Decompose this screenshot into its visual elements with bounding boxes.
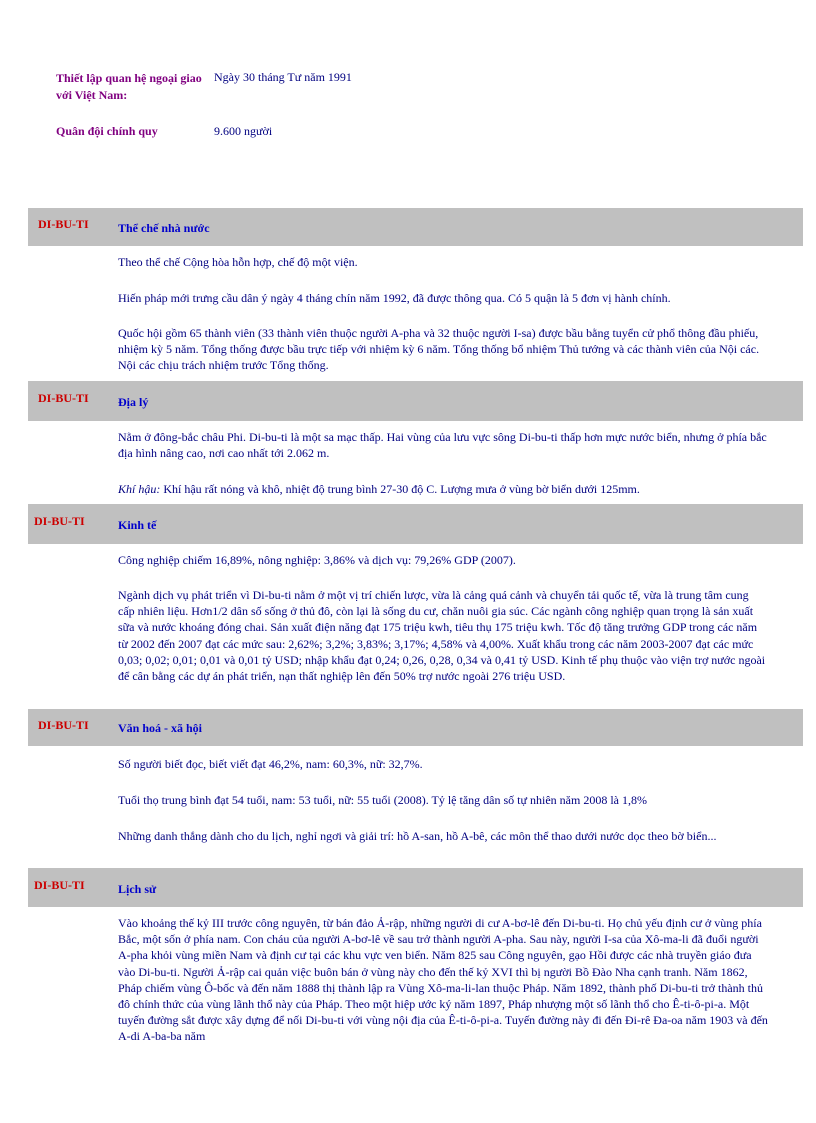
section-header-government [28,208,803,246]
paragraph: Hiến pháp mới trưng cầu dân ý ngày 4 tháng chín năm 1992, đã được thông qua. Có 5 quận là 5 đơn vị hành chính. [118,291,671,305]
section-header-geography [28,381,803,421]
section-title: Thể chế nhà nước [118,221,210,235]
climate-label: Khí hậu: [118,482,161,496]
army-label: Quân đội chính quy [56,124,158,138]
paragraph: Nằm ở đông-bắc châu Phi. Di-bu-ti là một sa mạc thấp. Hai vùng của lưu vực sông Di-bu-ti thấp hơn mực nước biển, nhưng ở phía bắc địa hình nâng cao, nơi cao nhất tới 2.062 m. [118,430,767,461]
relations-value: Ngày 30 tháng Tư năm 1991 [214,70,352,84]
section-header-culture [28,709,803,746]
paragraph: Theo thể chế Cộng hòa hỗn hợp, chế độ một viện. [118,255,358,269]
army-value: 9.600 người [214,124,273,138]
section-title: Lịch sử [118,882,157,896]
section-country: DI-BU-TI [34,878,85,892]
paragraph: Vào khoảng thế kỷ III trước công nguyên, từ bán đảo Ả-rập, những người di cư A-bơ-lê đến Di-bu-ti. Họ chủ yếu định cư ở vùng phía Bắc, một sốn ở phía nam. Con cháu của người A-bơ-lê về sau trở thành người A-pha. Sau này, người I-sa của Xô-ma-li đã đuổi người A-pha khỏi vùng miền Nam và định cư tại các khu vực ven biển. Năm 825 sau Công nguyên, gạo Hồi được các nhà truyền giáo đưa vào Di-bu-ti. Người Ả-rập cai quản việc buôn bán ở vùng này cho đến thế kỷ XVI thì bị người Bồ Đào Nha cạnh tranh. Năm 1862, Pháp chiếm vùng Ô-bốc và đến năm 1888 thị thành lập ra Vùng Xô-ma-li-lan thuộc Pháp. Năm 1892, thành phố Di-bu-ti trở thành thủ đô chính thức của vùng lãnh thổ này của Pháp. Theo một hiệp ước ký năm 1897, Pháp nhượng một số lãnh thổ cho Ê-ti-ô-pi-a. Một tuyến đường sắt được xây dựng để nối Di-bu-ti với vùng nội địa của Ê-ti-ô-pi-a. Tuyến đường này đi đến Đi-rê Đa-oa năm 1903 và đến A-di A-ba-ba năm [118,916,768,1044]
paragraph: Những danh thắng dành cho du lịch, nghỉ ngơi và giải trí: hồ A-san, hồ A-bê, các môn thể thao dưới nước dọc theo bờ biển... [118,829,717,843]
section-country: DI-BU-TI [38,391,89,405]
section-title: Địa lý [118,395,149,409]
section-country: DI-BU-TI [38,718,89,732]
paragraph: Ngành dịch vụ phát triển vì Di-bu-ti nằm ở một vị trí chiến lược, vừa là cảng quá cảnh và chuyển tải quốc tế, vừa là trung tâm cung cấp nhiên liệu. Hơn1/2 dân số sống ở thủ đô, còn lại là sống du cư, chăn nuôi gia súc. Các ngành công nghiệp quan trọng là sản xuất sữa và nước khoáng đóng chai. Sản xuất điện năng đạt 175 triệu kwh, tiêu thụ 175 triệu kwh. Tốc độ tăng trưởng GDP trong các năm từ 2002 đến 2007 đạt các mức sau: 2,62%; 3,2%; 3,83%; 3,17%; 4,58% và 4,00%. Xuất khẩu trong các năm 2003-2007 đạt các mức 0,03; 0,02; 0,01; 0,01 và 0,01 tỷ USD; nhập khẩu đạt 0,24; 0,26, 0,28, 0,34 và 0,41 tỷ USD. Kinh tế phụ thuộc vào viện trợ nước ngoài để cân bằng các dự án phát triển, nạn thất nghiệp lên đến 50% trợ nước ngoài 276 triệu USD. [118,588,766,684]
section-country: DI-BU-TI [34,514,85,528]
paragraph: Số người biết đọc, biết viết đạt 46,2%, nam: 60,3%, nữ: 32,7%. [118,757,423,771]
section-header-history [28,868,803,907]
section-title: Kinh tế [118,518,157,532]
section-title: Văn hoá - xã hội [118,721,203,735]
climate-text: Khí hậu rất nóng và khô, nhiệt độ trung bình 27-30 độ C. Lượng mưa ở vùng bờ biển dưới 125mm. [160,482,640,496]
paragraph: Quốc hội gồm 65 thành viên (33 thành viên thuộc người A-pha và 32 thuộc người I-sa) được bầu bằng tuyển cử phổ thông đầu phiếu, nhiệm kỳ 5 năm. Tổng thống được bầu trực tiếp với nhiệm kỳ 6 năm. Tổng thống bổ nhiệm Thủ tướng và các thành viên của Nội các. Nội các chịu trách nhiệm trước Tổng thống. [118,326,760,373]
section-header-economy [28,504,803,544]
paragraph: Công nghiệp chiếm 16,89%, nông nghiệp: 3,86% và dịch vụ: 79,26% GDP (2007). [118,553,516,567]
paragraph: Tuổi thọ trung bình đạt 54 tuổi, nam: 53 tuổi, nữ: 55 tuổi (2008). Tỷ lệ tăng dân số tự nhiên năm 2008 là 1,8% [118,793,647,807]
relations-label: Thiết lập quan hệ ngoại giao với Việt Nam: [56,71,202,102]
climate-paragraph [118,481,768,497]
section-country: DI-BU-TI [38,217,89,231]
